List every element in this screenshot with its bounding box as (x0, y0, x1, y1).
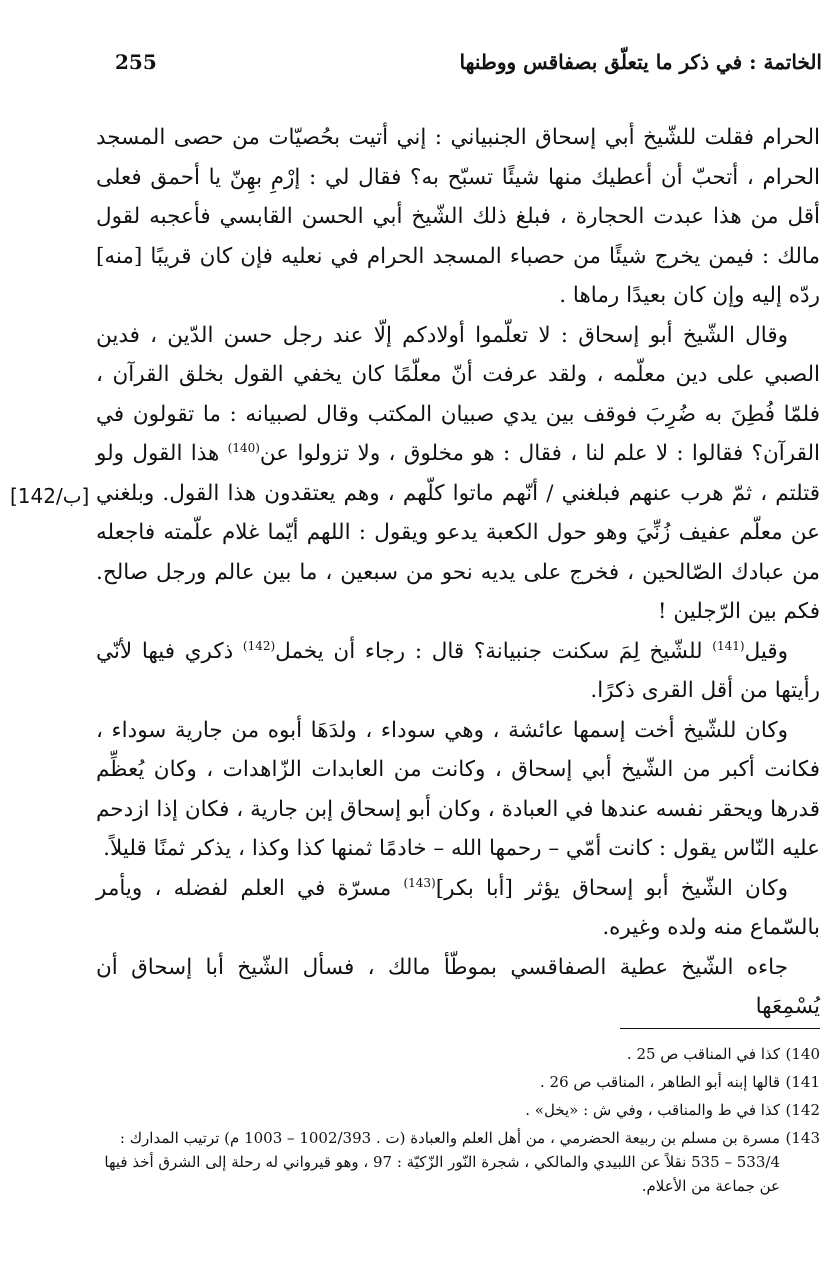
footnote-reference[interactable]: (140) (227, 440, 260, 455)
footnote-divider (620, 1028, 820, 1029)
footnote-number: (143 (785, 1129, 820, 1147)
paragraph-text: مسرّة في العلم لفضله ، ويأمر بالسّماع منه ولده وغيره. (96, 875, 820, 940)
footnotes (96, 1042, 820, 1202)
paragraph-text: للشّيخ لِمَ سكنت جنبيانة؟ قال : رجاء أن يخمل (275, 638, 713, 664)
paragraph (96, 632, 820, 711)
paragraph-text: وكان الشّيخ أبو إسحاق يؤثر [أبا بكر] (435, 875, 788, 901)
footnote-text: كذا في ط والمناقب ، وفي ش : «يخل» . (525, 1101, 780, 1119)
paragraph (96, 711, 820, 869)
paragraph-text: ذكري فيها لأنّي رأيتها من أقل القرى ذكرًا. (96, 638, 820, 703)
footnote-text: قالها إبنه أبو الطاهر ، المناقب ص 26 . (540, 1073, 780, 1091)
margin-folio-note: [142/ب] (10, 484, 90, 508)
footnote-reference[interactable]: (142) (242, 638, 276, 653)
footnote-number: (141 (785, 1073, 820, 1091)
footnote-text: مسرة بن مسلم بن ربيعة الحضرمي ، من أهل العلم والعبادة (ت . 1002/393 – 1003 م) ترتيب المدارك : 533/4 – 535 نقلاً عن اللبيدي والمالكي ، شجرة النّور الزّكيّة : 97 ، وهو قيرواني له رحلة إلى الشرق أخذ فيها عن جماعة من الأعلام. (104, 1129, 780, 1195)
page-header (100, 50, 822, 80)
footnote-text: كذا في المناقب ص 25 . (626, 1045, 780, 1063)
paragraph (96, 948, 820, 1027)
paragraph (96, 869, 820, 948)
paragraph (96, 316, 820, 632)
body-text (96, 118, 820, 1027)
paragraph-text: وكان للشّيخ أخت إسمها عائشة ، وهي سوداء ، ولدَهَا أبوه من جارية سوداء ، فكانت أكبر من الشّيخ أبي إسحاق ، وكانت من العابدات الزّاهدات ، وكان يُعظِّم قدرها ويحقر نفسه عندها في العبادة ، وكان أبو إسحاق إبن جارية ، فكان إذا ازدحم عليه النّاس يقول : كانت أمّي – رحمها الله – خادمًا ثمنها كذا وكذا ، يذكر ثمنًا قليلاً. (96, 717, 820, 861)
footnote (96, 1126, 820, 1198)
footnote-number: (142 (785, 1101, 820, 1119)
paragraph (96, 118, 820, 316)
footnote-reference[interactable]: (143) (403, 875, 436, 890)
footnote (96, 1042, 820, 1066)
footnote-reference[interactable]: (141) (712, 638, 745, 653)
paragraph-text: جاءه الشّيخ عطية الصفاقسي بموطّأ مالك ، فسأل الشّيخ أبا إسحاق أن يُسْمِعَها (96, 954, 820, 1019)
page-number: 255 (115, 50, 157, 74)
paragraph-text: الحرام فقلت للشّيخ أبي إسحاق الجنبياني : إني أتيت بحُصيّات من حصى المسجد الحرام ، أتحبّ أن أعطيك منها شيئًا تسبّح به؟ فقال لي : إرْمِ بهِنّ يا أحمق فعلى أقل من هذا عبدت الحجارة ، فبلغ ذلك الشّيخ أبي الحسن القابسي فأعجبه لقول مالك : فيمن يخرج شيئًا من حصباء المسجد الحرام في نعليه فإن كان قريبًا [منه] ردّه إليه وإن كان بعيدًا رماها . (96, 125, 820, 308)
running-head: الخاتمة : في ذكر ما يتعلّق بصفاقس ووطنها (459, 50, 822, 74)
paragraph-text: هذا القول ولو قتلتم ، ثمّ هرب عنهم فبلغني / أنّهم ماتوا كلّهم ، وهم يعتقدون هذا القول. وبلغني عن معلّم عفيف زُنِّيَ وهو حول الكعبة يدعو ويقول : اللهم أيّما غلام علّمته فاجعله من عبادك الصّالحين ، فخرج على يديه نحو من سبعين ، ما بين عالم ورجل صالح. فكم بين الرّجلين ! (96, 441, 820, 624)
footnote (96, 1098, 820, 1122)
footnote (96, 1070, 820, 1094)
footnote-number: (140 (785, 1045, 820, 1063)
paragraph-text: وقيل (744, 638, 788, 664)
paragraph-text: وقال الشّيخ أبو إسحاق : لا تعلّموا أولادكم إلّا عند رجل حسن الدّين ، فدين الصبي على دين معلّمه ، ولقد عرفت أنّ معلّمًا كان يخفي القول بخلق القرآن ، فلمّا فُطِنَ به ضُرِبَ فوقف بين يدي صبيان المكتب وقال لصبيانه : ما تقولون في القرآن؟ فقالوا : لا علم لنا ، فقال : هو مخلوق ، ولا تزولوا عن (96, 322, 820, 466)
